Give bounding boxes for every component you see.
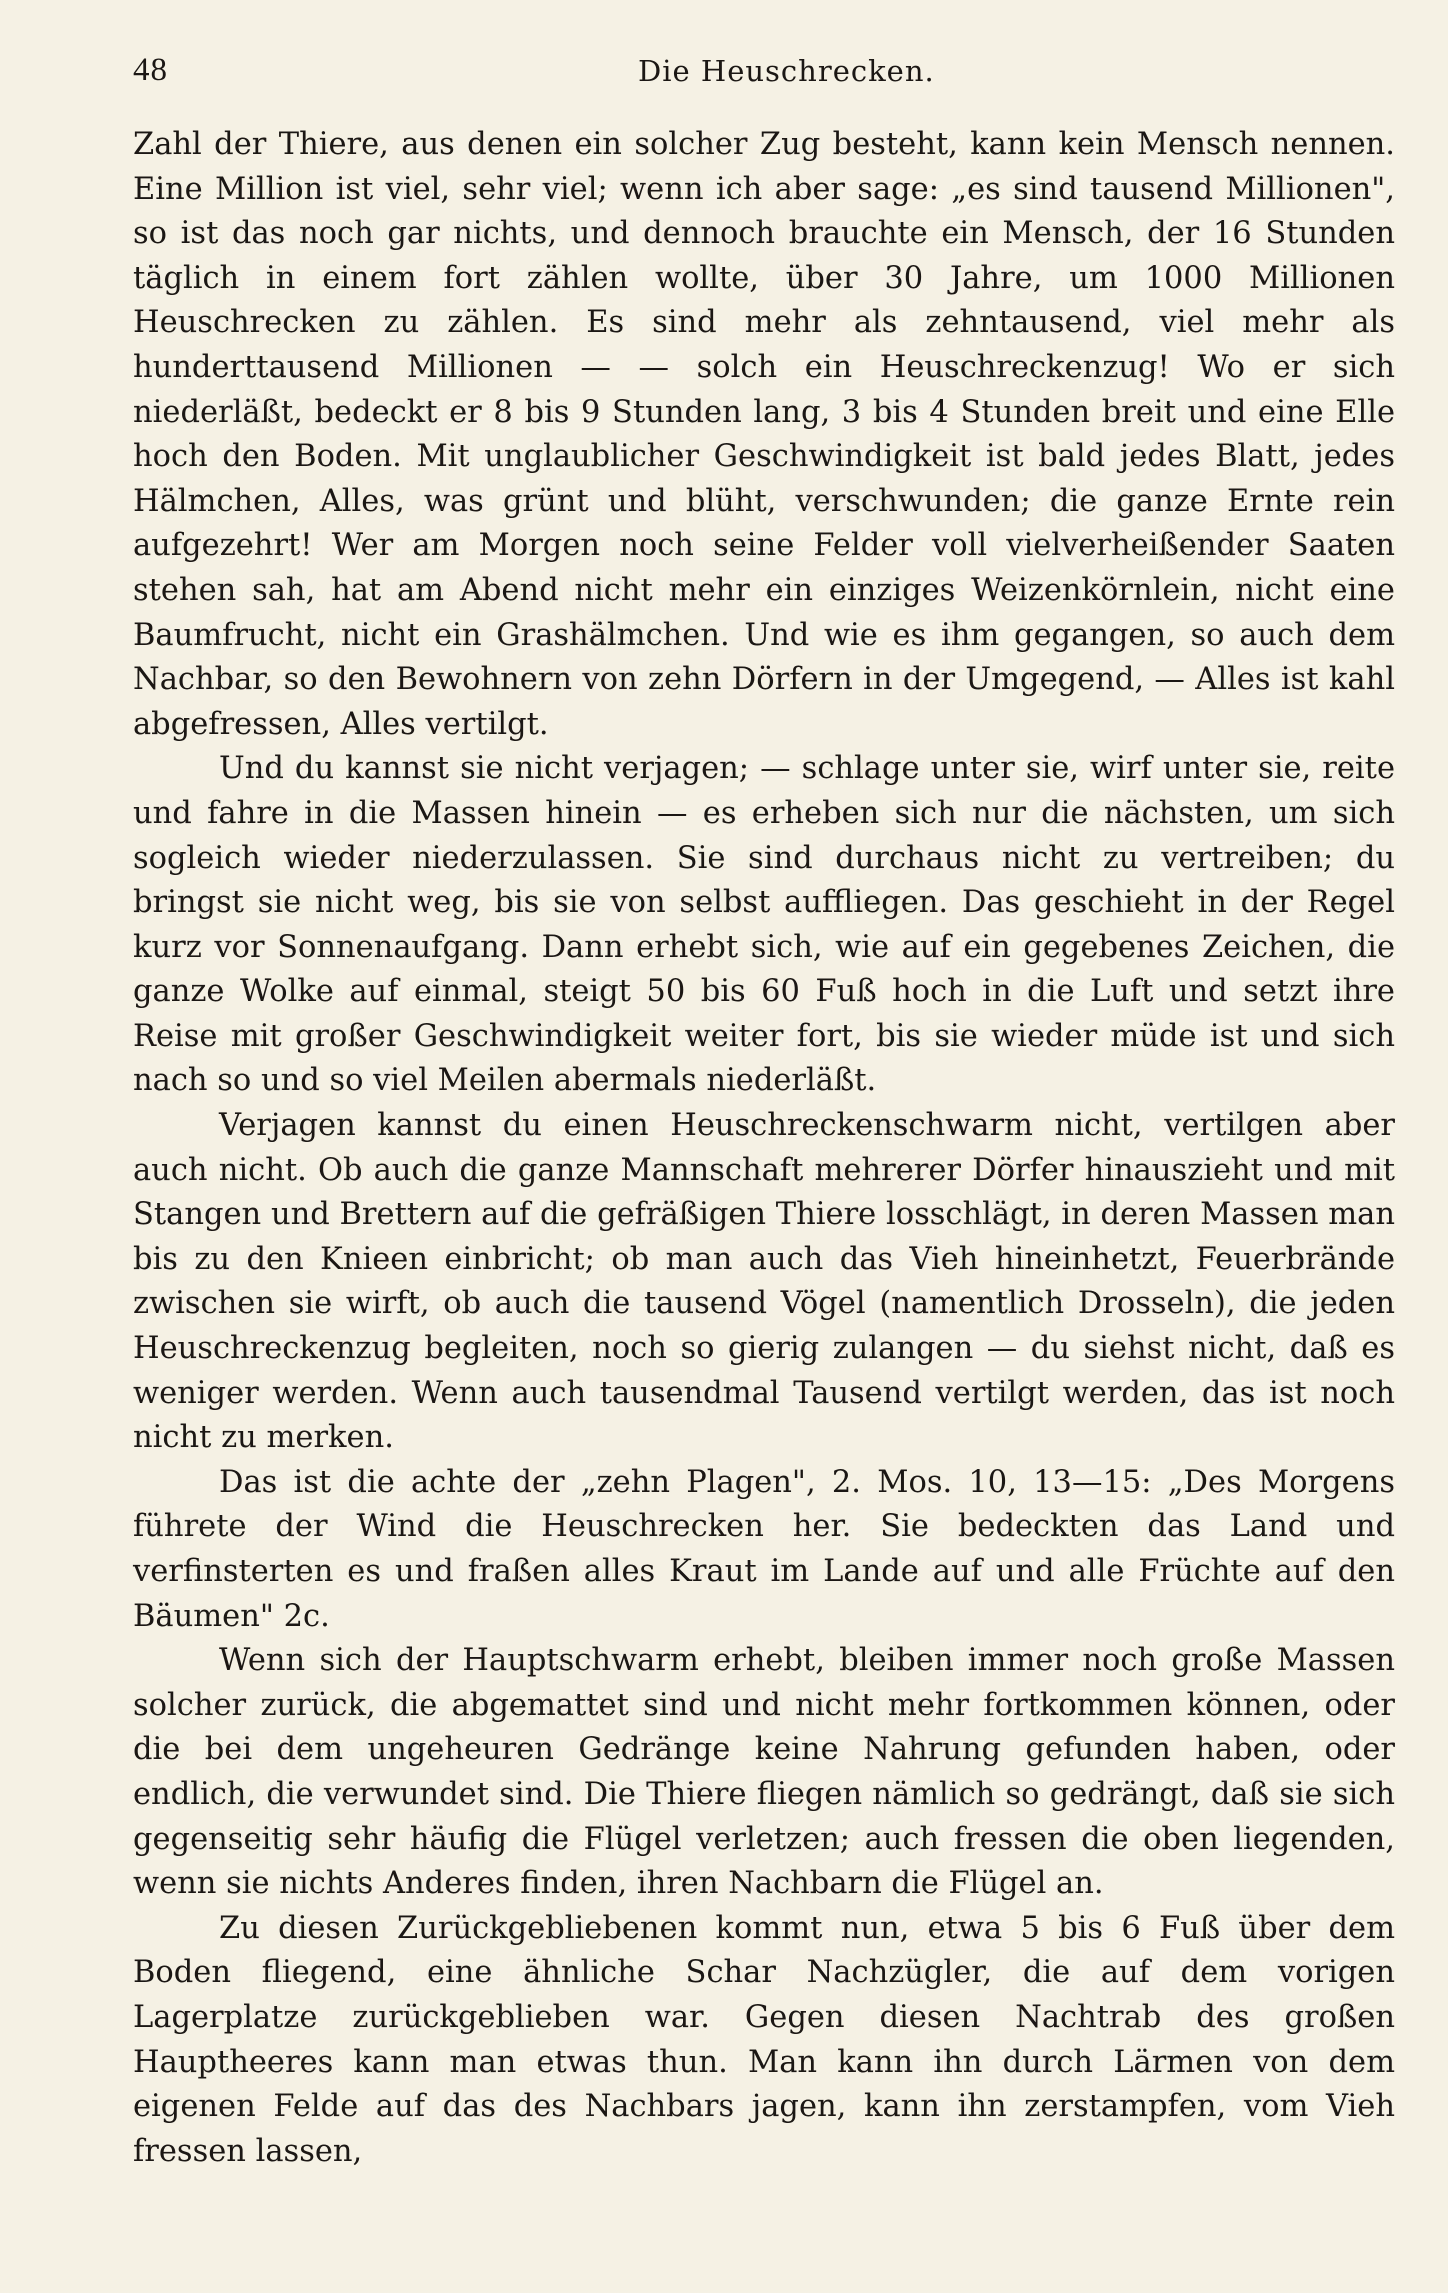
body-text — [133, 123, 1395, 2174]
paragraph-3: Verjagen kannst du einen Heuschreckenschwarm nicht, vertilgen aber auch nicht. Ob auch die ganze Mannschaft mehrerer Dörfer hinauszieht und mit Stangen und Brettern auf die gefräßigen Thiere losschlägt, in deren Massen man bis zu den Knieen einbricht; ob man auch das Vieh hineinhetzt, Feuerbrände zwischen sie wirft, ob auch die tausend Vögel (namentlich Drosseln), die jeden Heuschreckenzug begleiten, noch so gierig zulangen — du siehst nicht, daß es weniger werden. Wenn auch tausendmal Tausend vertilgt werden, das ist noch nicht zu merken. — [133, 1108, 1395, 1456]
paragraph-2: Und du kannst sie nicht verjagen; — schlage unter sie, wirf unter sie, reite und fahre in die Massen hinein — es erheben sich nur die nächsten, um sich sogleich wieder niederzulassen. Sie sind durchaus nicht zu vertreiben; du bringst sie nicht weg, bis sie von selbst auffliegen. Das geschieht in der Regel kurz vor Sonnenaufgang. Dann erhebt sich, wie auf ein gegebenes Zeichen, die ganze Wolke auf einmal, steigt 50 bis 60 Fuß hoch in die Luft und setzt ihre Reise mit großer Geschwindigkeit weiter fort, bis sie wieder müde ist und sich nach so und so viel Meilen abermals niederläßt. — [133, 751, 1395, 1099]
paragraph-4: Das ist die achte der „zehn Plagen", 2. Mos. 10, 13—15: „Des Morgens führete der Wind die Heuschrecken her. Sie bedeckten das Land und verfinsterten es und fraßen alles Kraut im Lande auf und alle Früchte auf den Bäumen" 2c. — [133, 1464, 1395, 1634]
paragraph-6: Zu diesen Zurückgebliebenen kommt nun, etwa 5 bis 6 Fuß über dem Boden fliegend, eine ähnliche Schar Nachzügler, die auf dem vorigen Lagerplatze zurückgeblieben war. Gegen diesen Nachtrab des großen Hauptheeres kann man etwas thun. Man kann ihn durch Lärmen von dem eigenen Felde auf das des Nachbars jagen, kann ihn zerstampfen, vom Vieh fressen lassen, — [133, 1910, 1395, 2169]
page-number: 48 — [133, 52, 168, 88]
page-header — [133, 52, 1393, 100]
paragraph-1: Zahl der Thiere, aus denen ein solcher Zug besteht, kann kein Mensch nennen. Eine Million ist viel, sehr viel; wenn ich aber sage: „es sind tausend Millionen", so ist das noch gar nichts, und dennoch brauchte ein Mensch, der 16 Stunden täglich in einem fort zählen wollte, über 30 Jahre, um 1000 Millionen Heuschrecken zu zählen. Es sind mehr als zehntausend, viel mehr als hunderttausend Millionen — — solch ein Heuschreckenzug! Wo er sich niederläßt, bedeckt er 8 bis 9 Stunden lang, 3 bis 4 Stunden breit und eine Elle hoch den Boden. Mit unglaublicher Geschwindigkeit ist bald jedes Blatt, jedes Hälmchen, Alles, was grünt und blüht, verschwunden; die ganze Ernte rein aufgezehrt! Wer am Morgen noch seine Felder voll vielverheißender Saaten stehen sah, hat am Abend nicht mehr ein einziges Weizenkörnlein, nicht eine Baumfrucht, nicht ein Grashälmchen. Und wie es ihm gegangen, so auch dem Nachbar, so den Bewohnern von zehn Dörfern in der Umgegend, — Alles ist kahl abgefressen, Alles vertilgt. — [133, 127, 1395, 742]
paragraph-5: Wenn sich der Hauptschwarm erhebt, bleiben immer noch große Massen solcher zurück, die abgemattet sind und nicht mehr fortkommen können, oder die bei dem ungeheuren Gedränge keine Nahrung gefunden haben, oder endlich, die verwundet sind. Die Thiere fliegen nämlich so gedrängt, daß sie sich gegenseitig sehr häufig die Flügel verletzen; auch fressen die oben liegenden, wenn sie nichts Anderes finden, ihren Nachbarn die Flügel an. — [133, 1643, 1395, 1902]
running-title: Die Heuschrecken. — [638, 54, 935, 88]
